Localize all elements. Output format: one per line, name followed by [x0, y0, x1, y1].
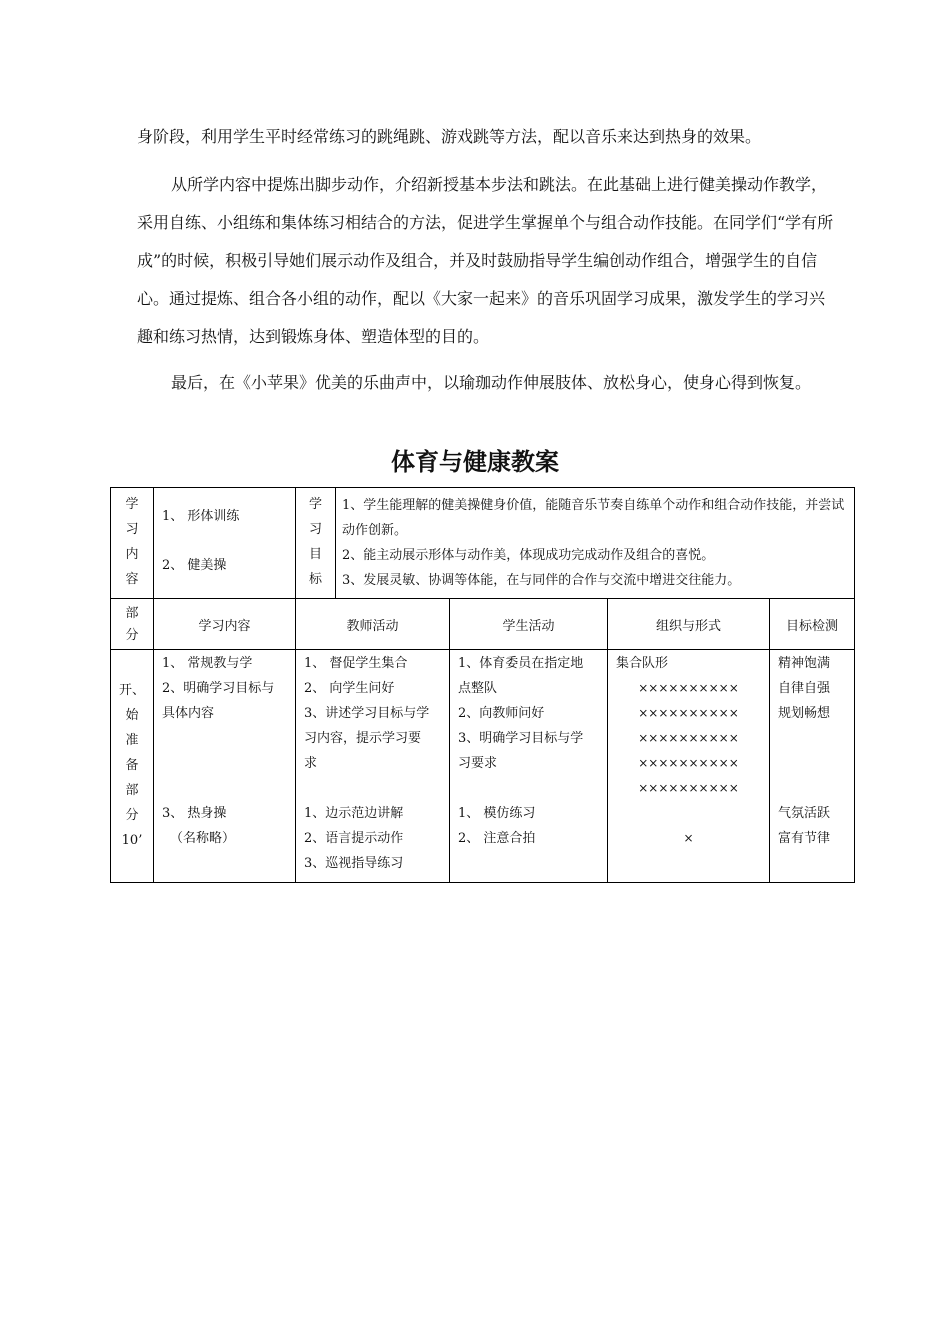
paragraph-teaching: 从所学内容中提炼出脚步动作，介绍新授基本步法和跳法。在此基础上进行健美操动作教学，采用自练、小组练和集体练习相结合的方法，促进学生掌握单个与组合动作技能。在同学们“学有所成”的时候，积极引导她们展示动作及组合，并及时鼓励指导学生编创动作组合，增强学生的自信心。通过提炼、组合各小组的动作，配以《大家一起来》的音乐巩固学习成果，激发学生的学习兴趣和练习热情，达到锻炼身体、塑造体型的目的。 [137, 175, 834, 346]
content-item: 2、 健美操 [162, 558, 227, 573]
goals-row [111, 488, 855, 599]
formation-row: ×××××××××× [638, 781, 739, 795]
formation-title: 集合队形 [616, 656, 669, 671]
paragraph-warmup: 身阶段，利用学生平时经常练习的跳绳跳、游戏跳等方法，配以音乐来达到热身的效果。 [137, 127, 762, 146]
header-content: 学习内容 [154, 599, 296, 650]
formation-row: ×××××××××× [638, 681, 739, 695]
learning-content-label: 学 习 内 容 [111, 488, 154, 599]
formation-row: ×××××××××× [638, 731, 739, 745]
learning-goals [336, 488, 855, 599]
goal-item: 2、能主动展示形体与动作美，体现成功完成动作及组合的喜悦。 [342, 548, 715, 563]
lesson-plan-table [110, 487, 855, 883]
header-check: 目标检测 [770, 599, 855, 650]
formation-row: ×××××××××× [638, 756, 739, 770]
learning-goals-label: 学 习 目 标 [296, 488, 336, 599]
formation-row: ×××××××××× [638, 706, 739, 720]
goal-item: 1、学生能理解的健美操健身价值，能随音乐节奏自练单个动作和组合动作技能，并尝试动作创新。 [342, 498, 845, 538]
header-student: 学生活动 [450, 599, 608, 650]
section-student: 1、体育委员在指定地 点整队 2、向教师问好 3、明确学习目标与学 习要求 1、 模仿练习 2、 注意合拍 [450, 650, 608, 883]
header-row [111, 599, 855, 650]
section-teacher: 1、 督促学生集合 2、 向学生问好 3、讲述学习目标与学 习内容，提示学习要 求 1、边示范边讲解 2、语言提示动作 3、巡视指导练习 [296, 650, 450, 883]
learning-content-items [154, 488, 296, 599]
goal-item: 3、发展灵敏、协调等体能，在与同伴的合作与交流中增进交往能力。 [342, 573, 741, 588]
section-organization [608, 650, 770, 883]
header-organization: 组织与形式 [608, 599, 770, 650]
content-item: 1、 形体训练 [162, 509, 240, 524]
teacher-position-mark: × [683, 831, 694, 845]
document-title: 体育与健康教案 [391, 448, 559, 476]
section-row-prep [111, 650, 855, 883]
section-part-label: 开、 始 准 备 部 分 10’ [111, 650, 154, 883]
header-teacher: 教师活动 [296, 599, 450, 650]
section-check: 精神饱满 自律自强 规划畅想 气氛活跃 富有节律 [770, 650, 855, 883]
section-content: 1、 常规教与学 2、明确学习目标与 具体内容 3、 热身操 （名称略） [154, 650, 296, 883]
header-part: 部 分 [111, 599, 154, 650]
paragraph-cooldown: 最后，在《小苹果》优美的乐曲声中，以瑜珈动作伸展肢体、放松身心，使身心得到恢复。 [171, 373, 812, 392]
